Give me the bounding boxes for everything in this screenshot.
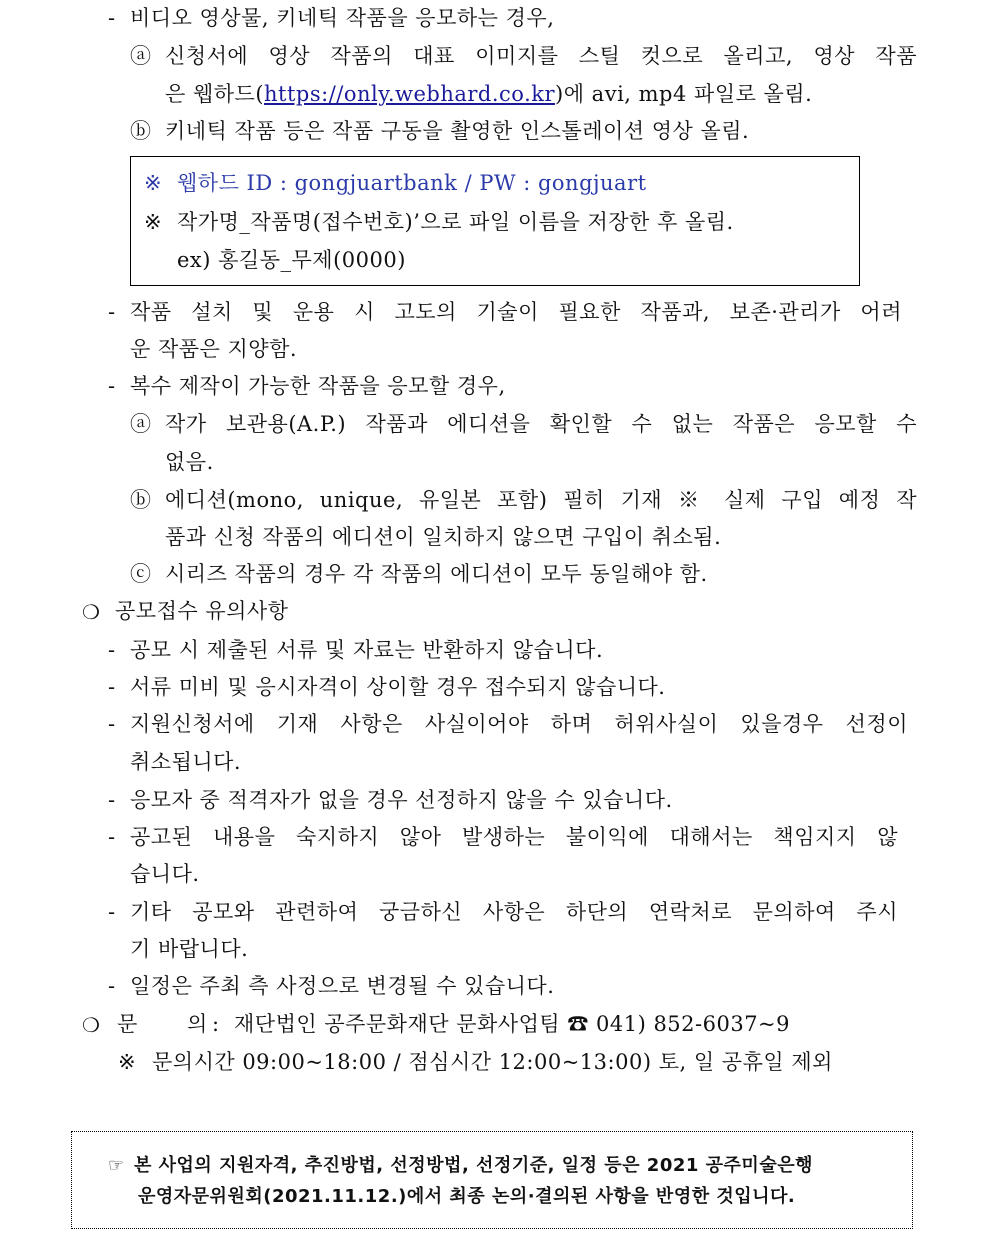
multiple-section-heading: 복수 제작이 가능한 작품을 응모할 경우, (130, 374, 506, 398)
footer-note-box (71, 1131, 913, 1229)
contact-hours: 문의시간 09:00~18:00 / 점심시간 12:00~13:00) 토, 일 공휴일 제외 (152, 1050, 833, 1074)
video-item-a-line2-suffix: )에 avi, mp4 파일로 올림. (555, 82, 813, 106)
caution-item-4: 응모자 중 적격자가 없을 경우 선정하지 않을 수 있습니다. (130, 788, 673, 812)
item-marker-b: ⓑ (130, 119, 151, 143)
multiple-item-a-line1: 작가 보관용(A.P.) 작품과 에디션을 확인할 수 없는 작품은 응모할 수 (165, 412, 917, 436)
dash-marker: - (108, 374, 116, 398)
video-item-b-line1: 키네틱 작품 등은 작품 구동을 촬영한 인스톨레이션 영상 올림. (165, 119, 750, 143)
caution-item-6-line2: 기 바랍니다. (130, 937, 249, 961)
dash-marker: - (108, 300, 116, 324)
caution-item-5-line1: 공고된 내용을 숙지하지 않아 발생하는 불이익에 대해서는 책임지지 않 (130, 825, 898, 849)
webhard-info-box (130, 156, 860, 286)
caution-item-2: 서류 미비 및 응시자격이 상이할 경우 접수되지 않습니다. (130, 675, 666, 699)
caution-item-3-line1: 지원신청서에 기재 사항은 사실이어야 하며 허위사실이 있을경우 선정이 (130, 712, 908, 736)
contact-label-part1: 문 (117, 1012, 138, 1036)
video-section-heading: 비디오 영상물, 키네틱 작품을 응모하는 경우, (130, 6, 555, 30)
video-item-a-line2-prefix: 은 웹하드( (165, 82, 265, 106)
video-item-a-line2 (165, 84, 812, 105)
dash-marker: - (108, 900, 116, 924)
circle-bullet-icon: ❍ (82, 1013, 100, 1037)
dash-marker: - (108, 974, 116, 998)
item-marker-b: ⓑ (130, 488, 151, 512)
cautions-heading: 공모접수 유의사항 (115, 599, 289, 623)
caution-item-1: 공모 시 제출된 서류 및 자료는 반환하지 않습니다. (130, 638, 604, 662)
dash-marker: - (108, 788, 116, 812)
install-note-line2: 운 작품은 지양함. (130, 337, 298, 361)
contact-value: 재단법인 공주문화재단 문화사업팀 ☎ 041) 852-6037~9 (234, 1012, 791, 1036)
multiple-item-a-line2: 없음. (165, 450, 214, 474)
pointing-hand-icon: ☞ (108, 1155, 125, 1176)
contact-label-part2: 의 (187, 1012, 208, 1036)
install-note-line1: 작품 설치 및 운용 시 고도의 기술이 필요한 작품과, 보존·관리가 어려 (130, 300, 902, 324)
item-marker-a: ⓐ (130, 44, 151, 68)
circle-bullet-icon: ❍ (82, 600, 100, 624)
box-note-mark: ※ (144, 171, 163, 195)
note-mark: ※ (118, 1050, 137, 1074)
file-naming-rule: 작가명_작품명(접수번호)’으로 파일 이름을 저장한 후 올림. (177, 210, 734, 234)
video-item-a-line1: 신청서에 영상 작품의 대표 이미지를 스틸 컷으로 올리고, 영상 작품 (165, 44, 917, 68)
footer-note-line1: 본 사업의 지원자격, 추진방법, 선정방법, 선정기준, 일정 등은 2021 공주미술은행 (134, 1155, 813, 1176)
dash-marker: - (108, 825, 116, 849)
footer-note-line2: 운영자문위원회(2021.11.12.)에서 최종 논의·결의된 사항을 반영한 것입니다. (138, 1186, 796, 1207)
dash-marker: - (108, 6, 116, 30)
caution-item-6-line1: 기타 공모와 관련하여 궁금하신 사항은 하단의 연락처로 문의하여 주시 (130, 900, 898, 924)
item-marker-c: ⓒ (130, 562, 151, 586)
webhard-credentials: 웹하드 ID : gongjuartbank / PW : gongjuart (177, 171, 647, 195)
file-naming-example: ex) 홍길동_무제(0000) (177, 248, 406, 272)
contact-colon: : (212, 1012, 220, 1036)
caution-item-3-line2: 취소됩니다. (130, 750, 242, 774)
webhard-link[interactable]: https://only.webhard.co.kr (264, 82, 556, 106)
dash-marker: - (108, 712, 116, 736)
dash-marker: - (108, 638, 116, 662)
caution-item-7: 일정은 주최 측 사정으로 변경될 수 있습니다. (130, 974, 555, 998)
item-marker-a: ⓐ (130, 412, 151, 436)
multiple-item-b-line2: 품과 신청 작품의 에디션이 일치하지 않으면 구입이 취소됨. (165, 525, 722, 549)
multiple-item-b-line1: 에디션(mono, unique, 유일본 포함) 필히 기재 ※ 실제 구입 예정 작 (165, 488, 917, 512)
caution-item-5-line2: 습니다. (130, 862, 200, 886)
box-note-mark: ※ (144, 210, 163, 234)
dash-marker: - (108, 675, 116, 699)
multiple-item-c-line1: 시리즈 작품의 경우 각 작품의 에디션이 모두 동일해야 함. (165, 562, 708, 586)
